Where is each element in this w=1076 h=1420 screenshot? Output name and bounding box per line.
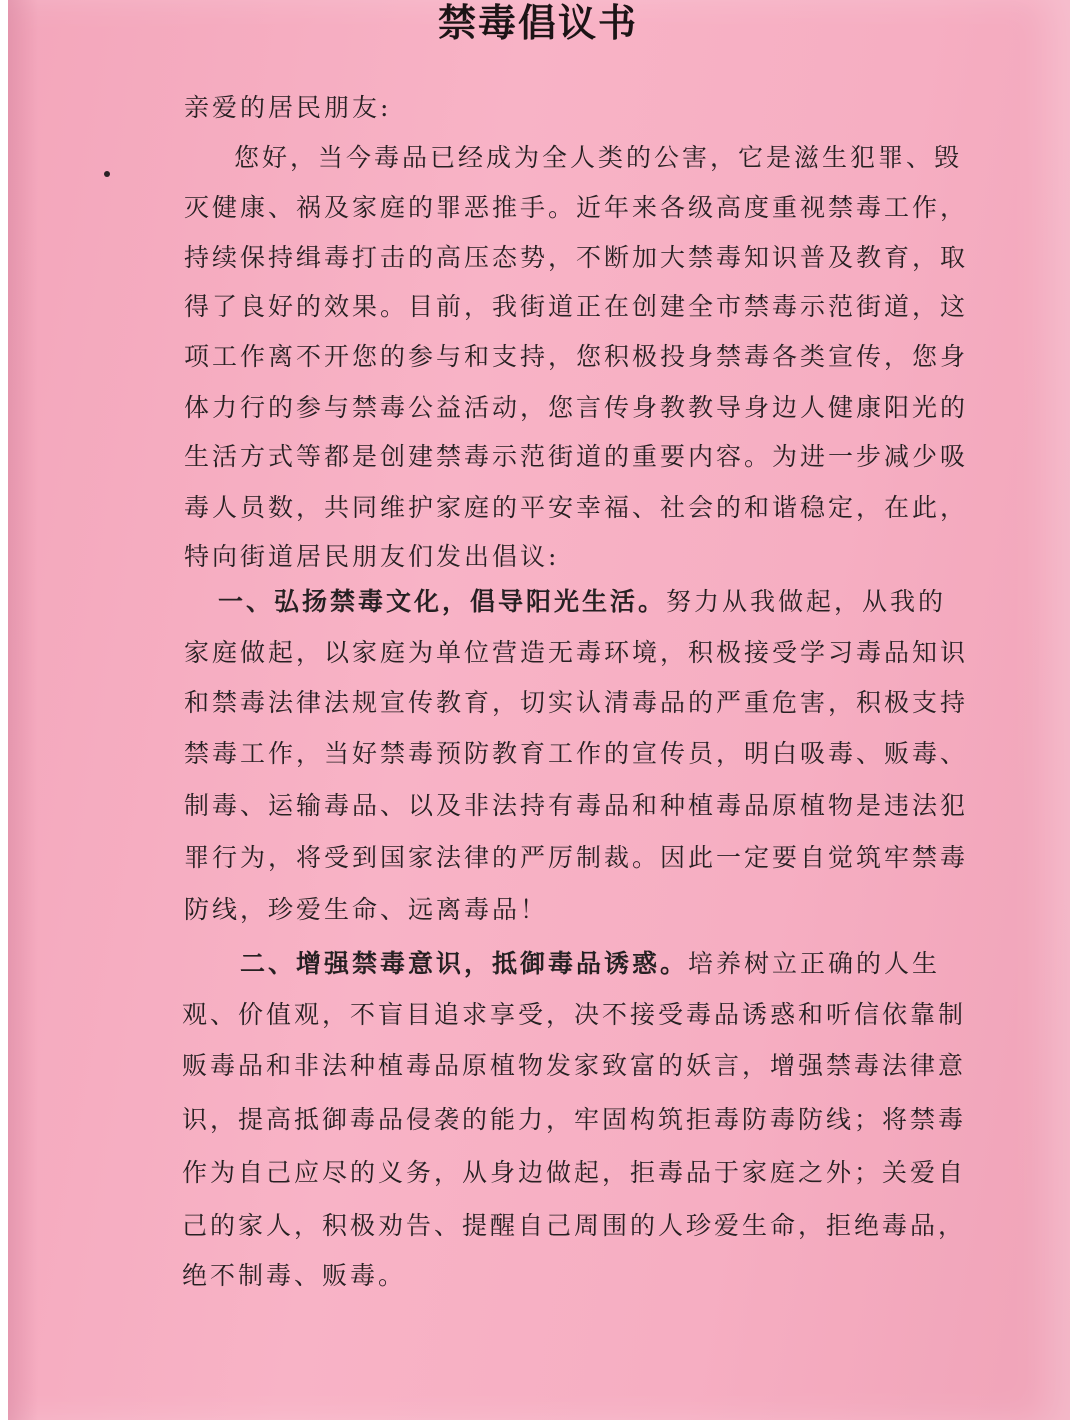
section2-line: 贩毒品和非法种植毒品原植物发家致富的妖言，增强禁毒法律意 bbox=[182, 1051, 967, 1080]
section1-line: 防线，珍爱生命、远离毒品！ bbox=[184, 895, 549, 924]
intro-line: 体力行的参与禁毒公益活动，您言传身教教导身边人健康阳光的 bbox=[184, 393, 969, 422]
section2-line: 观、价值观，不盲目追求享受，决不接受毒品诱惑和听信依靠制 bbox=[182, 1000, 967, 1029]
ink-dot bbox=[104, 171, 110, 177]
section1-line: 家庭做起，以家庭为单位营造无毒环境，积极接受学习毒品知识 bbox=[184, 638, 969, 667]
intro-line: 灭健康、祸及家庭的罪恶推手。近年来各级高度重视禁毒工作， bbox=[184, 193, 969, 222]
section2-first-line bbox=[240, 948, 940, 980]
section2-first-line-rest: 培养树立正确的人生 bbox=[688, 949, 941, 978]
intro-line: 毒人员数，共同维护家庭的平安幸福、社会的和谐稳定，在此， bbox=[184, 493, 969, 522]
section1-line: 制毒、运输毒品、以及非法持有毒品和种植毒品原植物是违法犯 bbox=[184, 791, 969, 820]
section1-line: 和禁毒法律法规宣传教育，切实认清毒品的严重危害，积极支持 bbox=[184, 688, 969, 717]
section1-line: 罪行为，将受到国家法律的严厉制裁。因此一定要自觉筑牢禁毒 bbox=[184, 843, 969, 872]
intro-line: 生活方式等都是创建禁毒示范街道的重要内容。为进一步减少吸 bbox=[184, 442, 969, 471]
section1-heading: 一、弘扬禁毒文化，倡导阳光生活。 bbox=[218, 587, 667, 616]
intro-line: 您好，当今毒品已经成为全人类的公害，它是滋生犯罪、毁 bbox=[234, 143, 963, 172]
intro-line: 得了良好的效果。目前，我街道正在创建全市禁毒示范街道，这 bbox=[184, 292, 969, 321]
intro-line: 项工作离不开您的参与和支持，您积极投身禁毒各类宣传，您身 bbox=[184, 342, 969, 371]
section2-line: 作为自己应尽的义务，从身边做起，拒毒品于家庭之外；关爱自 bbox=[182, 1158, 967, 1187]
document-title: 禁毒倡议书 bbox=[437, 0, 638, 45]
greeting: 亲爱的居民朋友: bbox=[184, 93, 392, 122]
section2-heading: 二、增强禁毒意识，抵御毒品诱惑。 bbox=[240, 949, 689, 978]
section2-line: 识，提高抵御毒品侵袭的能力，牢固构筑拒毒防毒防线；将禁毒 bbox=[182, 1105, 967, 1134]
section2-line: 己的家人，积极劝告、提醒自己周围的人珍爱生命，拒绝毒品， bbox=[182, 1211, 967, 1240]
section1-first-line-rest: 努力从我做起，从我的 bbox=[666, 587, 947, 616]
intro-line: 持续保持缉毒打击的高压态势，不断加大禁毒知识普及教育，取 bbox=[184, 243, 969, 272]
section2-line: 绝不制毒、贩毒。 bbox=[182, 1261, 407, 1290]
paper-edge-shadow bbox=[8, 0, 38, 1420]
intro-line: 特向街道居民朋友们发出倡议: bbox=[184, 542, 560, 571]
section1-line: 禁毒工作，当好禁毒预防教育工作的宣传员，明白吸毒、贩毒、 bbox=[184, 739, 969, 768]
section1-first-line bbox=[218, 586, 946, 618]
